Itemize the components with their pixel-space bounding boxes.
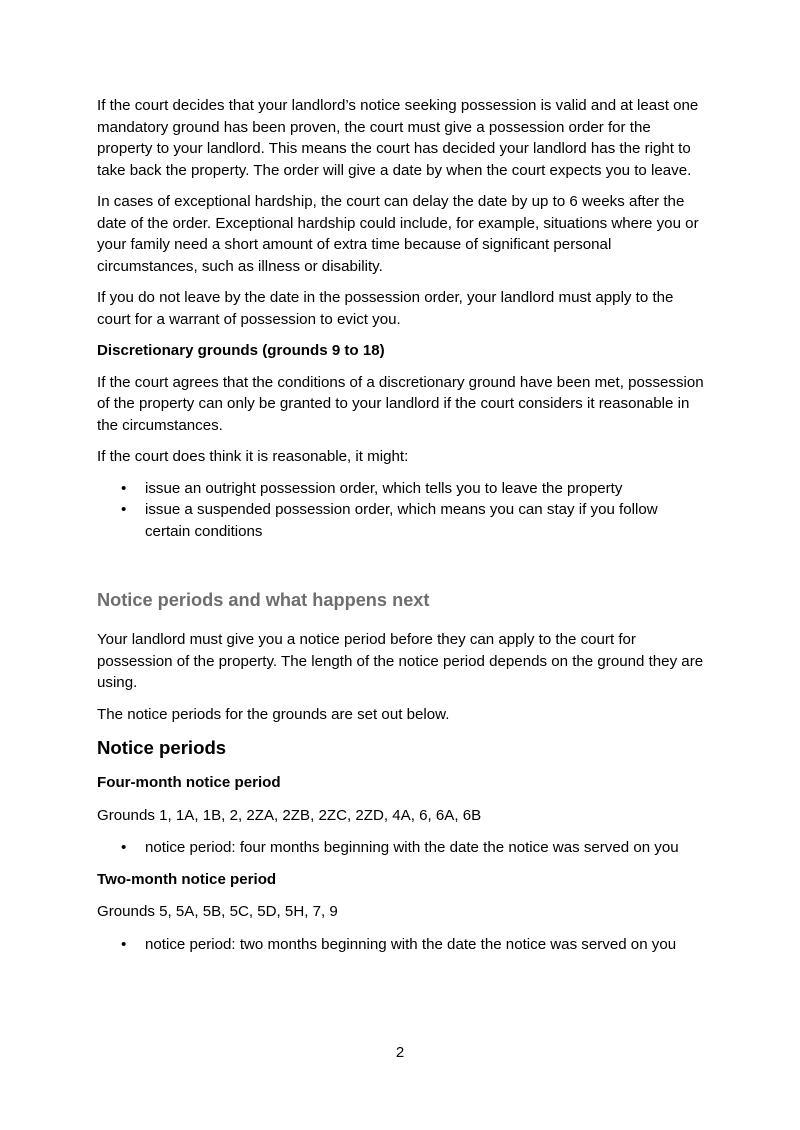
section-heading: Notice periods and what happens next xyxy=(97,590,430,610)
four-month-grounds: Grounds 1, 1A, 1B, 2, 2ZA, 2ZB, 2ZC, 2ZD, 4A, 6, 6A, 6B xyxy=(97,806,482,824)
page-number: 2 xyxy=(395,1044,405,1061)
list-item: • notice period: four months beginning with the date the notice was served on you xyxy=(145,837,707,859)
paragraph-warrant: If you do not leave by the date in the possession order, your landlord must apply to the court for a warrant of possession to evict you. xyxy=(97,289,674,328)
two-month-grounds: Grounds 5, 5A, 5B, 5C, 5D, 5H, 7, 9 xyxy=(97,903,338,920)
two-month-heading: Two-month notice period xyxy=(97,870,277,888)
paragraph-set-out-below: The notice periods for the grounds are set out below. xyxy=(97,705,450,723)
paragraph-discretionary: If the court agrees that the conditions of a discretionary ground have been met, possession of the property can only be granted to your landlord if the court considers it reasonable in the circumstances. xyxy=(97,373,704,434)
paragraph-notice-period: Your landlord must give you a notice period before they can apply to the court for possession of the property. The length of the notice period depends on the ground they are using. xyxy=(97,631,704,691)
two-month-list xyxy=(97,934,707,956)
document-body xyxy=(97,95,707,955)
paragraph-exceptional-hardship: In cases of exceptional hardship, the court can delay the date by up to 6 weeks after the date of the order. Exceptional hardship could include, for example, situations where you or your family need a short amount of extra time because of significant personal circumstances, such as illness or disability. xyxy=(97,193,699,275)
four-month-list xyxy=(97,837,707,859)
list-item: • issue a suspended possession order, which means you can stay if you follow certain conditions xyxy=(145,499,707,542)
paragraph-reasonable: If the court does think it is reasonable, it might: xyxy=(97,448,409,465)
list-item: • notice period: two months beginning with the date the notice was served on you xyxy=(145,934,707,956)
paragraph-possession-order: If the court decides that your landlord’s notice seeking possession is valid and at least one mandatory ground has been proven, the court must give a possession order for the property to your landlord. This means the court has decided your landlord has the right to take back the property. The order will give a date by when the court expects you to leave. xyxy=(97,97,699,179)
discretionary-heading: Discretionary grounds (grounds 9 to 18) xyxy=(97,342,385,359)
possession-options-list xyxy=(97,478,707,543)
list-item: • issue an outright possession order, which tells you to leave the property xyxy=(145,478,707,500)
four-month-heading: Four-month notice period xyxy=(97,774,281,791)
notice-periods-heading: Notice periods xyxy=(97,737,227,758)
